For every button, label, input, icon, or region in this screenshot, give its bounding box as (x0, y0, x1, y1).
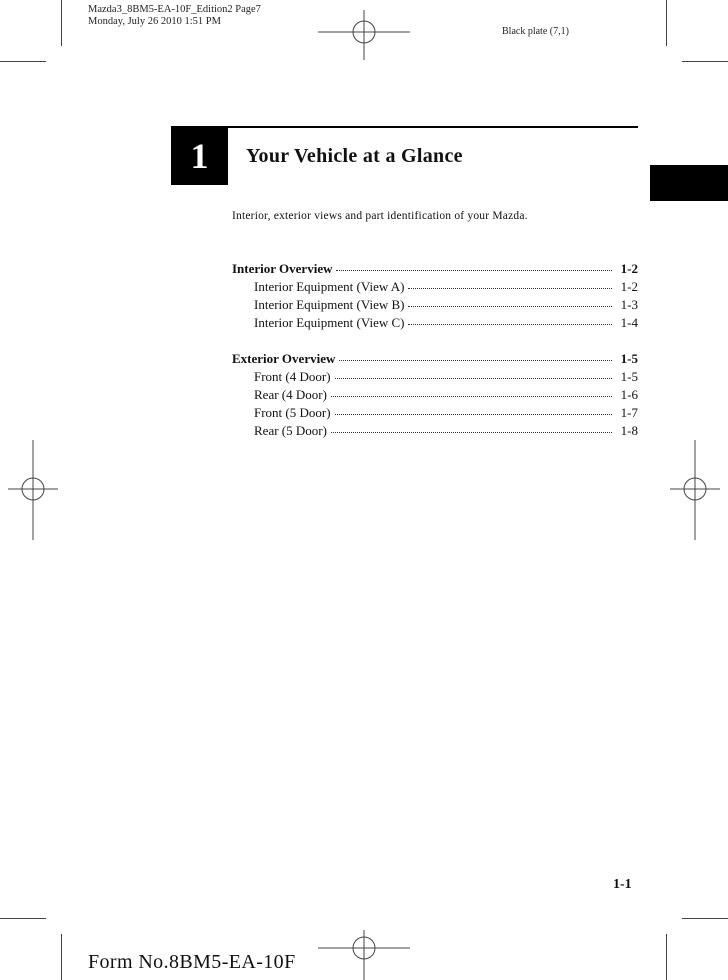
crop-mark-top-right-v (666, 0, 667, 46)
chapter-number-box (171, 127, 228, 185)
toc-entry-interior-equipment-c[interactable] (232, 315, 638, 333)
dot-leader (331, 431, 612, 433)
toc-entry-label: Interior Equipment (View B) (254, 297, 405, 312)
toc-entry-page: 1-2 (620, 279, 638, 294)
registration-mark-right-icon (670, 440, 720, 540)
toc-entry-front-4-door[interactable] (232, 369, 638, 387)
crop-mark-bottom-left-h (0, 918, 46, 919)
toc-entry-label: Interior Equipment (View A) (254, 279, 405, 294)
toc-entry-label: Interior Overview (232, 261, 333, 276)
plate-label: Black plate (7,1) (502, 26, 569, 37)
print-job-line: Mazda3_8BM5-EA-10F_Edition2 Page7 (88, 4, 261, 15)
toc-entry-label: Rear (4 Door) (254, 387, 327, 402)
page-number: 1-1 (613, 877, 632, 892)
crop-mark-bottom-left-v (61, 934, 62, 980)
dot-leader (408, 323, 612, 325)
toc-entry-page: 1-7 (620, 405, 638, 420)
toc-section-interior (232, 261, 638, 333)
toc-entry-page: 1-8 (620, 423, 638, 438)
toc-section-exterior (232, 351, 638, 441)
toc-entry-page: 1-5 (620, 351, 638, 366)
toc-entry-page: 1-2 (620, 261, 638, 276)
toc-entry-page: 1-4 (620, 315, 638, 330)
dot-leader (408, 287, 612, 289)
toc-entry-exterior-overview[interactable] (232, 351, 638, 369)
toc-entry-rear-5-door[interactable] (232, 423, 638, 441)
chapter-intro: Interior, exterior views and part identification of your Mazda. (232, 210, 528, 222)
print-timestamp: Monday, July 26 2010 1:51 PM (88, 16, 221, 27)
dot-leader (339, 359, 612, 361)
dot-leader (335, 413, 612, 415)
chapter-title: Your Vehicle at a Glance (246, 145, 463, 167)
dot-leader (408, 305, 612, 307)
toc-entry-rear-4-door[interactable] (232, 387, 638, 405)
toc-entry-label: Front (5 Door) (254, 405, 331, 420)
toc-entry-label: Front (4 Door) (254, 369, 331, 384)
toc-entry-page: 1-6 (620, 387, 638, 402)
toc-entry-label: Interior Equipment (View C) (254, 315, 405, 330)
toc-entry-label: Exterior Overview (232, 351, 336, 366)
toc-entry-label: Rear (5 Door) (254, 423, 327, 438)
dot-leader (335, 377, 612, 379)
toc-entry-page: 1-5 (620, 369, 638, 384)
chapter-number: 1 (190, 136, 209, 176)
toc-entry-interior-overview[interactable] (232, 261, 638, 279)
toc-entry-front-5-door[interactable] (232, 405, 638, 423)
form-number: Form No.8BM5-EA-10F (88, 951, 296, 973)
chapter-thumb-tab (650, 165, 728, 201)
toc-entry-interior-equipment-b[interactable] (232, 297, 638, 315)
crop-mark-bottom-right-v (666, 934, 667, 980)
crop-mark-bottom-right-h (682, 918, 728, 919)
toc-entry-page: 1-3 (620, 297, 638, 312)
chapter-rule (171, 126, 638, 128)
registration-mark-top-icon (318, 10, 410, 60)
dot-leader (331, 395, 612, 397)
toc-entry-interior-equipment-a[interactable] (232, 279, 638, 297)
crop-mark-top-right-h (682, 61, 728, 62)
dot-leader (336, 269, 612, 271)
registration-mark-left-icon (8, 440, 58, 540)
crop-mark-top-left-v (61, 0, 62, 46)
registration-mark-bottom-icon (318, 930, 410, 980)
crop-mark-top-left-h (0, 61, 46, 62)
